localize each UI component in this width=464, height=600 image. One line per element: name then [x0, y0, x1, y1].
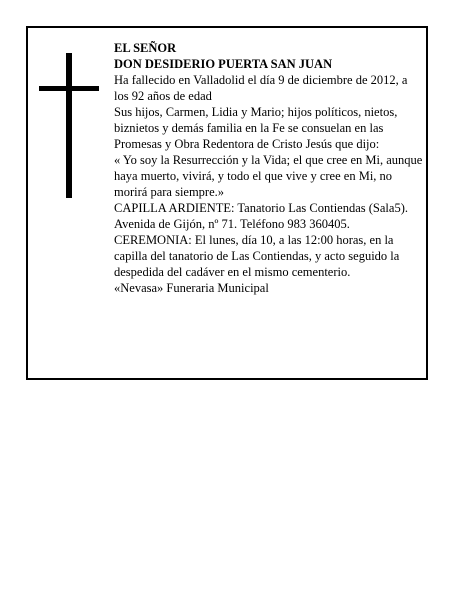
funeral-home: «Nevasa» Funeraria Municipal: [114, 281, 269, 295]
scripture-quote: « Yo soy la Resurrección y la Vida; el que cree en Mi, aunque haya muerto, vivirá, y todo el que vive y cree en Mi, no morirá para siempre.»: [114, 153, 423, 199]
deceased-name: DON DESIDERIO PUERTA SAN JUAN: [114, 57, 333, 71]
cross-icon: [39, 53, 99, 198]
notice-heading: EL SEÑOR: [114, 41, 177, 55]
family-message: Sus hijos, Carmen, Lidia y Mario; hijos políticos, nietos, biznietos y demás familia en la Fe se consuelan en las Promesas y Obra Redentora de Cristo Jesús que dijo:: [114, 105, 398, 151]
notice-text: [114, 40, 424, 296]
chapel-info: CAPILLA ARDIENTE: Tanatorio Las Contiendas (Sala5). Avenida de Gijón, nº 71. Teléfono 983 360405.: [114, 201, 408, 231]
death-announcement: Ha fallecido en Valladolid el día 9 de diciembre de 2012, a los 92 años de edad: [114, 73, 408, 103]
cross-vertical-bar: [66, 53, 72, 198]
ceremony-info: CEREMONIA: El lunes, día 10, a las 12:00 horas, en la capilla del tanatorio de Las Contiendas, y acto seguido la despedida del cadáver en el mismo cementerio.: [114, 233, 400, 279]
cross-horizontal-bar: [39, 86, 99, 91]
obituary-notice: [26, 26, 428, 380]
